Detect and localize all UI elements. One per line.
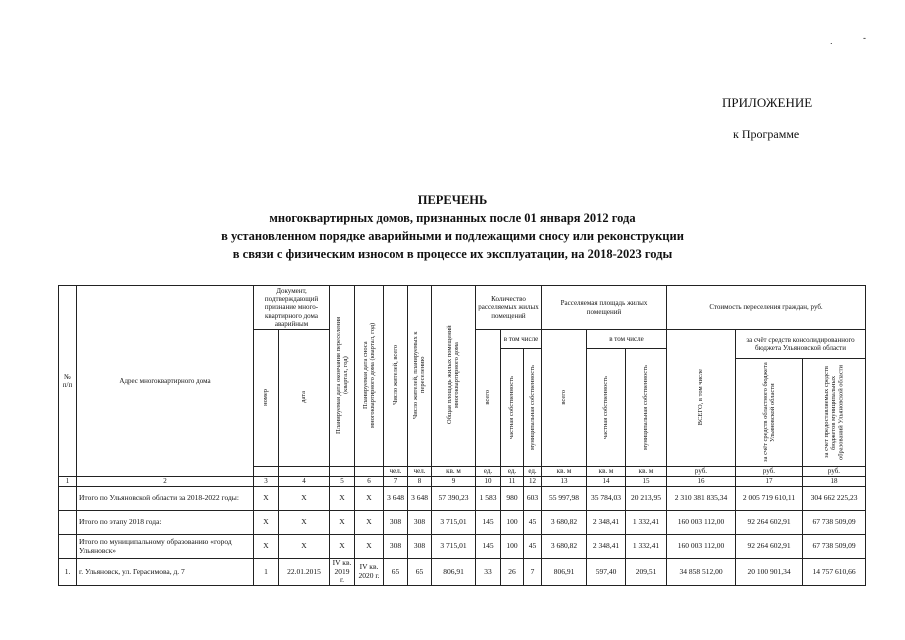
row-cost-regional: 92 264 602,91	[736, 511, 803, 535]
header-including: в том числе	[501, 330, 541, 349]
row-doc-num: 1	[254, 559, 279, 586]
row-rooms-muni: 45	[524, 511, 542, 535]
row-demolish: IV кв. 2020 г.	[355, 559, 384, 586]
column-number: 1	[59, 477, 77, 487]
row-rooms: 145	[476, 535, 501, 559]
title-line-3: в установленном порядке аварийными и подлежащими сносу или реконструкции	[221, 229, 684, 243]
row-num: 1.	[59, 559, 77, 586]
row-address: г. Ульяновск, ул. Герасимова, д. 7	[77, 559, 254, 586]
header-doc-date: дата	[300, 391, 308, 403]
unit-cell: кв. м	[587, 467, 626, 477]
header-planned-resettle: Планируемая дата окончания переселения (квартал, год)	[334, 316, 349, 434]
table-row	[59, 535, 866, 559]
row-num	[59, 535, 77, 559]
row-address: Итого по муниципальному образованию «город Ульяновск»	[77, 535, 254, 559]
row-rooms-muni: 7	[524, 559, 542, 586]
header-local: за счет предоставляемых средств бюджетов муниципальных образований Ульяновской области	[823, 364, 845, 461]
unit-cell: руб.	[736, 467, 803, 477]
header-rooms-count: Количество расселяемых жилых помещений	[476, 286, 542, 330]
unit-cell: ед.	[524, 467, 542, 477]
header-area-municipal: муниципальная собственность	[642, 364, 650, 451]
unit-cell: ед.	[501, 467, 524, 477]
header-cost: Стоимость переселения граждан, руб.	[667, 286, 866, 330]
row-cost-regional: 20 100 901,34	[736, 559, 803, 586]
column-number: 15	[626, 477, 667, 487]
column-number: 13	[542, 477, 587, 487]
row-cost-total: 160 003 112,00	[667, 511, 736, 535]
row-rooms-muni: 45	[524, 535, 542, 559]
header-residents-planned: Число жителей, планируемых к переселению	[412, 331, 427, 419]
header-doc-number: номер	[262, 388, 270, 406]
row-cost-local: 67 738 509,09	[803, 535, 866, 559]
row-cost-regional: 92 264 602,91	[736, 535, 803, 559]
row-rooms-muni: 603	[524, 487, 542, 511]
header-area-private: частная собственность	[602, 375, 610, 439]
row-area: 806,91	[432, 559, 476, 586]
header-area-including: в том числе	[587, 330, 666, 349]
row-address: Итого по Ульяновской области за 2018-2022 годы:	[77, 487, 254, 511]
row-area-muni: 209,51	[626, 559, 667, 586]
row-rooms: 145	[476, 511, 501, 535]
header-consolidated: за счёт средств консолидированного бюджета Ульяновской области	[736, 330, 865, 359]
column-number: 16	[667, 477, 736, 487]
row-rooms-private: 100	[501, 511, 524, 535]
row-num	[59, 511, 77, 535]
row-resettle: X	[330, 511, 355, 535]
header-area-total: всего	[560, 389, 568, 405]
column-number: 17	[736, 477, 803, 487]
column-number: 7	[384, 477, 408, 487]
row-residents: 3 648	[384, 487, 408, 511]
header-num: № п/п	[59, 286, 77, 477]
column-number: 8	[408, 477, 432, 487]
row-demolish: X	[355, 535, 384, 559]
row-cost-total: 34 858 512,00	[667, 559, 736, 586]
table-row	[59, 487, 866, 511]
row-doc-num: X	[254, 511, 279, 535]
row-area-total: 806,91	[542, 559, 587, 586]
column-number: 12	[524, 477, 542, 487]
row-area-private: 2 348,41	[587, 535, 626, 559]
column-number: 2	[77, 477, 254, 487]
corner-mark: -	[863, 33, 866, 43]
row-cost-local: 304 662 225,23	[803, 487, 866, 511]
row-resettle: X	[330, 535, 355, 559]
row-num	[59, 487, 77, 511]
row-doc-date: X	[279, 535, 330, 559]
table-row	[59, 559, 866, 586]
row-cost-local: 14 757 610,66	[803, 559, 866, 586]
row-rooms-private: 100	[501, 535, 524, 559]
header-municipal: муниципальная собственность	[528, 364, 536, 451]
title-line-2: многоквартирных домов, признанных после 01 января 2012 года	[269, 211, 636, 225]
row-residents: 65	[384, 559, 408, 586]
title-line-1: ПЕРЕЧЕНЬ	[417, 193, 488, 207]
column-number: 3	[254, 477, 279, 487]
unit-cell: руб.	[667, 467, 736, 477]
column-number-row	[59, 477, 866, 487]
row-rooms-private: 26	[501, 559, 524, 586]
unit-cell: кв. м	[626, 467, 667, 477]
title-line-4: в связи с физическим износом в процессе их эксплуатации, на 2018-2023 годы	[232, 247, 673, 261]
header-planned-demolish: Планируемая дата сноса многоквартирного дома (квартал, год)	[361, 322, 376, 428]
header-area-resettled: Расселяемая площадь жилых помещений	[542, 286, 667, 330]
header-private: частная собственность	[508, 375, 516, 439]
unit-cell: кв. м	[432, 467, 476, 477]
row-doc-num: X	[254, 487, 279, 511]
row-residents-planned: 308	[408, 511, 432, 535]
row-resettle: X	[330, 487, 355, 511]
row-cost-total: 2 310 381 835,34	[667, 487, 736, 511]
row-residents: 308	[384, 535, 408, 559]
header-cost-total: ВСЕГО, в том числе	[697, 368, 705, 426]
row-cost-regional: 2 005 719 610,11	[736, 487, 803, 511]
column-number: 5	[330, 477, 355, 487]
row-residents-planned: 3 648	[408, 487, 432, 511]
row-rooms: 1 583	[476, 487, 501, 511]
row-rooms-private: 980	[501, 487, 524, 511]
row-area-muni: 1 332,41	[626, 535, 667, 559]
header-residents: Число жителей, всего	[391, 345, 399, 405]
header-address: Адрес многоквартирного дома	[77, 286, 254, 477]
housing-table	[58, 285, 866, 586]
corner-mark: .	[830, 36, 833, 46]
column-number: 11	[501, 477, 524, 487]
column-number: 14	[587, 477, 626, 487]
row-doc-date: 22.01.2015	[279, 559, 330, 586]
row-area: 3 715,01	[432, 535, 476, 559]
appendix-label: ПРИЛОЖЕНИЕ	[722, 95, 813, 110]
unit-cell: ед.	[476, 467, 501, 477]
unit-cell: кв. м	[542, 467, 587, 477]
row-cost-total: 160 003 112,00	[667, 535, 736, 559]
header-rooms-total: всего	[484, 389, 492, 405]
row-rooms: 33	[476, 559, 501, 586]
row-area: 57 390,23	[432, 487, 476, 511]
row-area-private: 35 784,03	[587, 487, 626, 511]
row-doc-date: X	[279, 487, 330, 511]
row-area-total: 3 680,82	[542, 511, 587, 535]
row-residents: 308	[384, 511, 408, 535]
row-area-muni: 20 213,95	[626, 487, 667, 511]
header-total-area: Общая площадь жилых помещений многоквартирного дома	[446, 325, 461, 425]
row-demolish: X	[355, 511, 384, 535]
row-address: Итого по этапу 2018 года:	[77, 511, 254, 535]
column-number: 18	[803, 477, 866, 487]
row-residents-planned: 65	[408, 559, 432, 586]
unit-cell: чел.	[408, 467, 432, 477]
row-area-private: 2 348,41	[587, 511, 626, 535]
row-area-private: 597,40	[587, 559, 626, 586]
column-number: 10	[476, 477, 501, 487]
row-residents-planned: 308	[408, 535, 432, 559]
row-area-total: 55 997,98	[542, 487, 587, 511]
row-area-muni: 1 332,41	[626, 511, 667, 535]
row-area-total: 3 680,82	[542, 535, 587, 559]
column-number: 4	[279, 477, 330, 487]
appendix-to-label: к Программе	[733, 127, 800, 141]
header-regional: за счёт средств областного бюджета Ульяновской области	[761, 362, 776, 463]
row-cost-local: 67 738 509,09	[803, 511, 866, 535]
unit-cell: чел.	[384, 467, 408, 477]
table-row	[59, 511, 866, 535]
column-number: 6	[355, 477, 384, 487]
unit-cell: руб.	[803, 467, 866, 477]
column-number: 9	[432, 477, 476, 487]
row-area: 3 715,01	[432, 511, 476, 535]
header-document: Документ, подтверждающий признание много-квартирного дома аварийным	[254, 286, 330, 330]
row-doc-date: X	[279, 511, 330, 535]
row-demolish: X	[355, 487, 384, 511]
row-resettle: IV кв. 2019 г.	[330, 559, 355, 586]
row-doc-num: X	[254, 535, 279, 559]
